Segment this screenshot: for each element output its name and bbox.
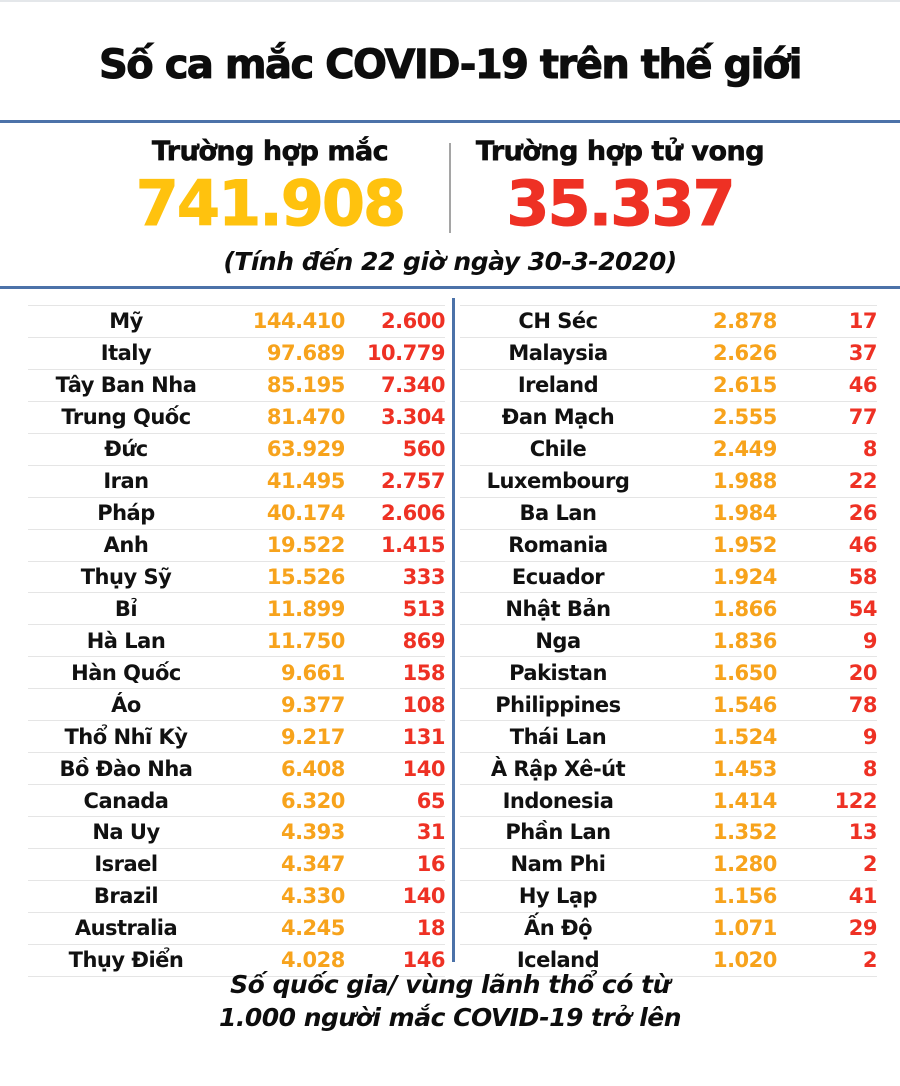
deaths-count: 1.415 bbox=[381, 533, 445, 558]
country-name: Đức bbox=[104, 437, 148, 462]
table-row bbox=[28, 369, 445, 401]
cases-count: 1.280 bbox=[712, 852, 777, 877]
stat-cases bbox=[90, 136, 450, 240]
table-row bbox=[460, 912, 877, 944]
cases-count: 1.524 bbox=[712, 724, 777, 749]
table-right-column bbox=[460, 305, 877, 977]
page-title: Số ca mắc COVID-19 trên thế giới bbox=[99, 42, 801, 88]
table-row bbox=[28, 529, 445, 561]
cases-count: 9.377 bbox=[280, 692, 345, 717]
deaths-count: 20 bbox=[848, 660, 877, 685]
cases-count: 11.750 bbox=[266, 628, 345, 653]
table-row bbox=[28, 912, 445, 944]
country-name: Malaysia bbox=[508, 341, 608, 366]
table-row bbox=[28, 433, 445, 465]
stat-cases-label: Trường hợp mắc bbox=[151, 136, 389, 167]
table-row bbox=[28, 880, 445, 912]
deaths-count: 54 bbox=[848, 596, 877, 621]
footnote-line-1: Số quốc gia/ vùng lãnh thổ có từ bbox=[230, 970, 670, 999]
table-row bbox=[28, 624, 445, 656]
country-name: Italy bbox=[100, 341, 152, 366]
cases-count: 1.546 bbox=[712, 692, 777, 717]
column-divider bbox=[452, 298, 455, 962]
table-row bbox=[28, 656, 445, 688]
cases-count: 19.522 bbox=[266, 533, 345, 558]
deaths-count: 140 bbox=[402, 884, 445, 909]
cases-count: 4.393 bbox=[280, 820, 345, 845]
deaths-count: 46 bbox=[848, 533, 877, 558]
cases-count: 2.615 bbox=[712, 373, 777, 398]
table-row bbox=[460, 401, 877, 433]
country-name: Chile bbox=[529, 437, 587, 462]
country-name: Hà Lan bbox=[86, 628, 166, 653]
cases-count: 1.453 bbox=[712, 756, 777, 781]
table-row bbox=[460, 369, 877, 401]
table-row bbox=[28, 592, 445, 624]
section-divider-bottom bbox=[0, 286, 900, 289]
country-name: Thụy Sỹ bbox=[80, 564, 172, 589]
country-name: Nga bbox=[535, 628, 581, 653]
table-row bbox=[28, 784, 445, 816]
country-name: Anh bbox=[103, 533, 149, 558]
cases-count: 15.526 bbox=[266, 564, 345, 589]
cases-count: 11.899 bbox=[266, 596, 345, 621]
as-of-note: (Tính đến 22 giờ ngày 30-3-2020) bbox=[223, 247, 677, 276]
country-name: Bồ Đào Nha bbox=[59, 756, 193, 781]
deaths-count: 158 bbox=[402, 660, 445, 685]
table-row bbox=[28, 465, 445, 497]
table-row bbox=[460, 433, 877, 465]
cases-count: 40.174 bbox=[266, 501, 345, 526]
deaths-count: 108 bbox=[402, 692, 445, 717]
table-row bbox=[460, 848, 877, 880]
cases-count: 1.952 bbox=[712, 533, 777, 558]
cases-count: 9.661 bbox=[280, 660, 345, 685]
table-row bbox=[28, 561, 445, 593]
stat-divider bbox=[449, 143, 451, 233]
cases-count: 1.866 bbox=[712, 596, 777, 621]
table-row bbox=[460, 752, 877, 784]
cases-count: 4.245 bbox=[280, 916, 345, 941]
table-row bbox=[460, 592, 877, 624]
cases-count: 2.449 bbox=[712, 437, 777, 462]
country-name: Thụy Điển bbox=[68, 948, 184, 973]
country-name: Hy Lạp bbox=[518, 884, 598, 909]
table-row bbox=[460, 624, 877, 656]
deaths-count: 31 bbox=[416, 820, 445, 845]
country-name: Pakistan bbox=[509, 660, 607, 685]
country-name: Iran bbox=[103, 469, 149, 494]
deaths-count: 58 bbox=[848, 564, 877, 589]
deaths-count: 2 bbox=[862, 852, 877, 877]
country-name: Thổ Nhĩ Kỳ bbox=[64, 724, 188, 749]
cases-count: 4.330 bbox=[280, 884, 345, 909]
deaths-count: 9 bbox=[862, 724, 877, 749]
table-row bbox=[460, 784, 877, 816]
deaths-count: 3.304 bbox=[381, 405, 445, 430]
cases-count: 97.689 bbox=[266, 341, 345, 366]
country-name: Nhật Bản bbox=[505, 596, 611, 621]
top-edge-line bbox=[0, 0, 900, 2]
country-name: Pháp bbox=[97, 501, 155, 526]
table-row bbox=[28, 337, 445, 369]
country-name: Australia bbox=[74, 916, 178, 941]
cases-count: 41.495 bbox=[266, 469, 345, 494]
country-name: CH Séc bbox=[518, 309, 598, 334]
country-name: Tây Ban Nha bbox=[55, 373, 197, 398]
table-row bbox=[28, 816, 445, 848]
cases-count: 1.984 bbox=[712, 501, 777, 526]
deaths-count: 17 bbox=[848, 309, 877, 334]
cases-count: 4.028 bbox=[280, 948, 345, 973]
deaths-count: 513 bbox=[402, 596, 445, 621]
deaths-count: 77 bbox=[848, 405, 877, 430]
country-name: Israel bbox=[94, 852, 158, 877]
stat-deaths-label: Trường hợp tử vong bbox=[475, 136, 765, 167]
table-row bbox=[28, 688, 445, 720]
country-name: Nam Phi bbox=[510, 852, 606, 877]
table-row bbox=[28, 497, 445, 529]
deaths-count: 122 bbox=[834, 788, 877, 813]
table-row bbox=[460, 688, 877, 720]
deaths-count: 29 bbox=[848, 916, 877, 941]
deaths-count: 41 bbox=[848, 884, 877, 909]
country-name: Iceland bbox=[516, 948, 600, 973]
country-name: Indonesia bbox=[502, 788, 614, 813]
stat-cases-value: 741.908 bbox=[135, 167, 405, 240]
country-name: Bỉ bbox=[114, 596, 138, 621]
country-name: Ấn Độ bbox=[523, 916, 593, 941]
country-name: Ecuador bbox=[511, 564, 605, 589]
table-row bbox=[460, 337, 877, 369]
cases-count: 81.470 bbox=[266, 405, 345, 430]
cases-count: 2.626 bbox=[712, 341, 777, 366]
deaths-count: 10.779 bbox=[366, 341, 445, 366]
cases-count: 144.410 bbox=[252, 309, 345, 334]
deaths-count: 131 bbox=[402, 724, 445, 749]
table-row bbox=[460, 816, 877, 848]
country-name: Phần Lan bbox=[505, 820, 611, 845]
table-row bbox=[28, 720, 445, 752]
country-name: Romania bbox=[508, 533, 608, 558]
table-row bbox=[28, 305, 445, 337]
deaths-count: 46 bbox=[848, 373, 877, 398]
table-row bbox=[460, 305, 877, 337]
deaths-count: 869 bbox=[402, 628, 445, 653]
cases-count: 1.650 bbox=[712, 660, 777, 685]
table-row bbox=[460, 529, 877, 561]
deaths-count: 146 bbox=[402, 948, 445, 973]
deaths-count: 37 bbox=[848, 341, 877, 366]
stat-deaths bbox=[460, 136, 780, 240]
deaths-count: 2.757 bbox=[381, 469, 445, 494]
deaths-count: 8 bbox=[862, 437, 877, 462]
table-row bbox=[28, 401, 445, 433]
table-row bbox=[460, 720, 877, 752]
table-row bbox=[460, 880, 877, 912]
country-name: Trung Quốc bbox=[61, 405, 191, 430]
deaths-count: 78 bbox=[848, 692, 877, 717]
deaths-count: 13 bbox=[848, 820, 877, 845]
stat-deaths-value: 35.337 bbox=[506, 167, 734, 240]
cases-count: 9.217 bbox=[280, 724, 345, 749]
deaths-count: 7.340 bbox=[381, 373, 445, 398]
cases-count: 2.555 bbox=[712, 405, 777, 430]
deaths-count: 9 bbox=[862, 628, 877, 653]
section-divider-top bbox=[0, 120, 900, 123]
deaths-count: 560 bbox=[402, 437, 445, 462]
cases-count: 63.929 bbox=[266, 437, 345, 462]
cases-count: 1.071 bbox=[712, 916, 777, 941]
deaths-count: 333 bbox=[402, 564, 445, 589]
table-row bbox=[28, 848, 445, 880]
deaths-count: 140 bbox=[402, 756, 445, 781]
cases-count: 4.347 bbox=[280, 852, 345, 877]
cases-count: 1.836 bbox=[712, 628, 777, 653]
deaths-count: 2.606 bbox=[381, 501, 445, 526]
country-name: Ba Lan bbox=[519, 501, 597, 526]
cases-count: 2.878 bbox=[712, 309, 777, 334]
cases-count: 1.988 bbox=[712, 469, 777, 494]
cases-count: 1.414 bbox=[712, 788, 777, 813]
country-name: À Rập Xê-út bbox=[490, 756, 626, 781]
country-name: Na Uy bbox=[92, 820, 160, 845]
cases-count: 85.195 bbox=[266, 373, 345, 398]
cases-count: 1.352 bbox=[712, 820, 777, 845]
country-name: Thái Lan bbox=[509, 724, 607, 749]
cases-count: 1.924 bbox=[712, 564, 777, 589]
cases-count: 1.156 bbox=[712, 884, 777, 909]
country-name: Brazil bbox=[93, 884, 159, 909]
cases-count: 6.320 bbox=[280, 788, 345, 813]
country-name: Canada bbox=[83, 788, 169, 813]
cases-count: 6.408 bbox=[280, 756, 345, 781]
table-row bbox=[28, 752, 445, 784]
deaths-count: 22 bbox=[848, 469, 877, 494]
country-name: Ireland bbox=[517, 373, 599, 398]
table-row bbox=[460, 497, 877, 529]
country-name: Áo bbox=[111, 692, 141, 717]
deaths-count: 26 bbox=[848, 501, 877, 526]
table-row bbox=[460, 656, 877, 688]
deaths-count: 8 bbox=[862, 756, 877, 781]
footnote-line-2: 1.000 người mắc COVID-19 trở lên bbox=[218, 1003, 682, 1032]
footnote bbox=[0, 968, 900, 1034]
table-left-column bbox=[28, 305, 445, 977]
cases-count: 1.020 bbox=[712, 948, 777, 973]
country-name: Luxembourg bbox=[486, 469, 630, 494]
table-row bbox=[460, 561, 877, 593]
country-name: Hàn Quốc bbox=[71, 660, 181, 685]
table-row bbox=[460, 465, 877, 497]
country-name: Philippines bbox=[495, 692, 621, 717]
country-name: Đan Mạch bbox=[501, 405, 615, 430]
country-name: Mỹ bbox=[109, 309, 143, 334]
deaths-count: 65 bbox=[416, 788, 445, 813]
deaths-count: 2.600 bbox=[381, 309, 445, 334]
deaths-count: 16 bbox=[416, 852, 445, 877]
deaths-count: 2 bbox=[862, 948, 877, 973]
deaths-count: 18 bbox=[416, 916, 445, 941]
